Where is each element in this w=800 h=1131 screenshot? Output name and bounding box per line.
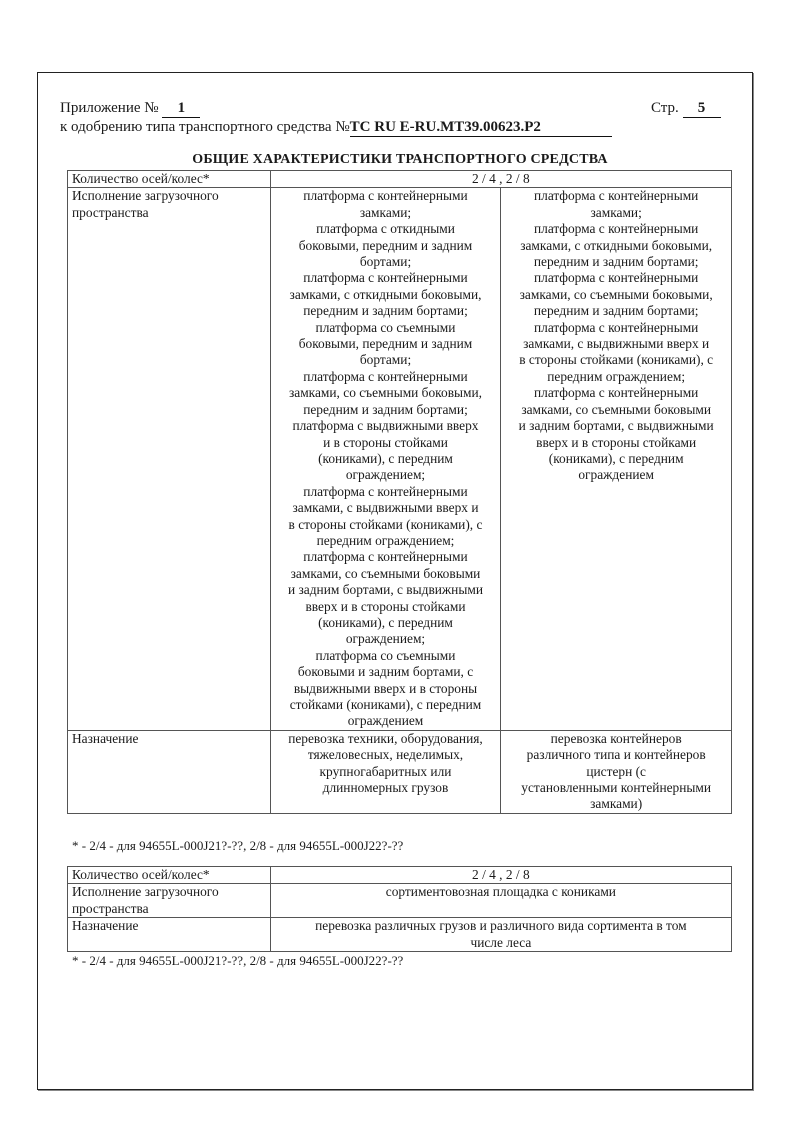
characteristics-table-1 [67,170,732,814]
approval-label: к одобрению типа транспортного средства № [60,119,350,135]
appendix-line [60,99,200,118]
row-value: перевозка различных грузов и различного вида сортимента в том числе леса [270,918,731,952]
row-label: Количество осей/колес* [68,867,271,884]
table-row [68,884,732,918]
row-label: Количество осей/колес* [68,171,271,188]
row-label: Назначение [68,918,271,952]
appendix-number: 1 [162,99,200,118]
table-row [68,730,732,813]
page-label: Стр. [651,100,679,116]
approval-number: TC RU E-RU.MT39.00623.P2 [350,118,612,137]
approval-line [60,118,612,137]
row-label: Исполнение загрузочного пространства [68,884,271,918]
purpose-col1: перевозка техники, оборудования, тяжеловесных, неделимых, крупногабаритных или длинномерных грузов [270,730,501,813]
footnote-1: * - 2/4 - для 94655L-000J21?-??, 2/8 - для 94655L-000J22?-?? [72,838,404,853]
table-row [68,188,732,730]
purpose-col2: перевозка контейнеров различного типа и контейнеров цистерн (с установленными контейнерными замками) [501,730,732,813]
table-row [68,171,732,188]
characteristics-table-2 [67,866,732,952]
table-row [68,918,732,952]
table-row [68,867,732,884]
body-col1: платформа с контейнерными замками; платформа с откидными боковыми, передним и задним бортами; платформа с контейнерными замками, с откидными боковыми, передним и задним бортами; платформа со съемными боковыми, передним и задним бортами; платформа с контейнерными замками, со съемными боковыми, передним и задним бортами; платформа с выдвижными вверх и в стороны стойками (кониками), с передним ограждением; платформа с контейнерными замками, с выдвижными вверх и в стороны стойками (кониками), с передним ограждением; платформа с контейнерными замками, со съемными боковыми и задним бортами, с выдвижными вверх и в стороны стойками (кониками), с передним ограждением; платформа со съемными боковыми и задним бортами, с выдвижными вверх и в стороны стойками (кониками), с передним ограждением [270,188,501,730]
page-title: ОБЩИЕ ХАРАКТЕРИСТИКИ ТРАНСПОРТНОГО СРЕДСТВА [192,152,608,167]
page-number: 5 [683,99,721,118]
row-value: сортиментовозная площадка с кониками [270,884,731,918]
footnote-2: * - 2/4 - для 94655L-000J21?-??, 2/8 - для 94655L-000J22?-?? [72,953,404,968]
row-label: Исполнение загрузочного пространства [68,188,271,730]
row-label: Назначение [68,730,271,813]
row-value: 2 / 4 , 2 / 8 [270,171,731,188]
body-col2: платформа с контейнерными замками; платформа с контейнерными замками, с откидными боковыми, передним и задним бортами; платформа с контейнерными замками, со съемными боковыми, передним и задним бортами; платформа с контейнерными замками, с выдвижными вверх и в стороны стойками (кониками), с передним ограждением; платформа с контейнерными замками, со съемными боковыми и задним бортами, с выдвижными вверх и в стороны стойками (кониками), с передним ограждением [501,188,732,730]
page-line [651,99,721,118]
row-value: 2 / 4 , 2 / 8 [270,867,731,884]
appendix-label: Приложение № [60,100,159,116]
